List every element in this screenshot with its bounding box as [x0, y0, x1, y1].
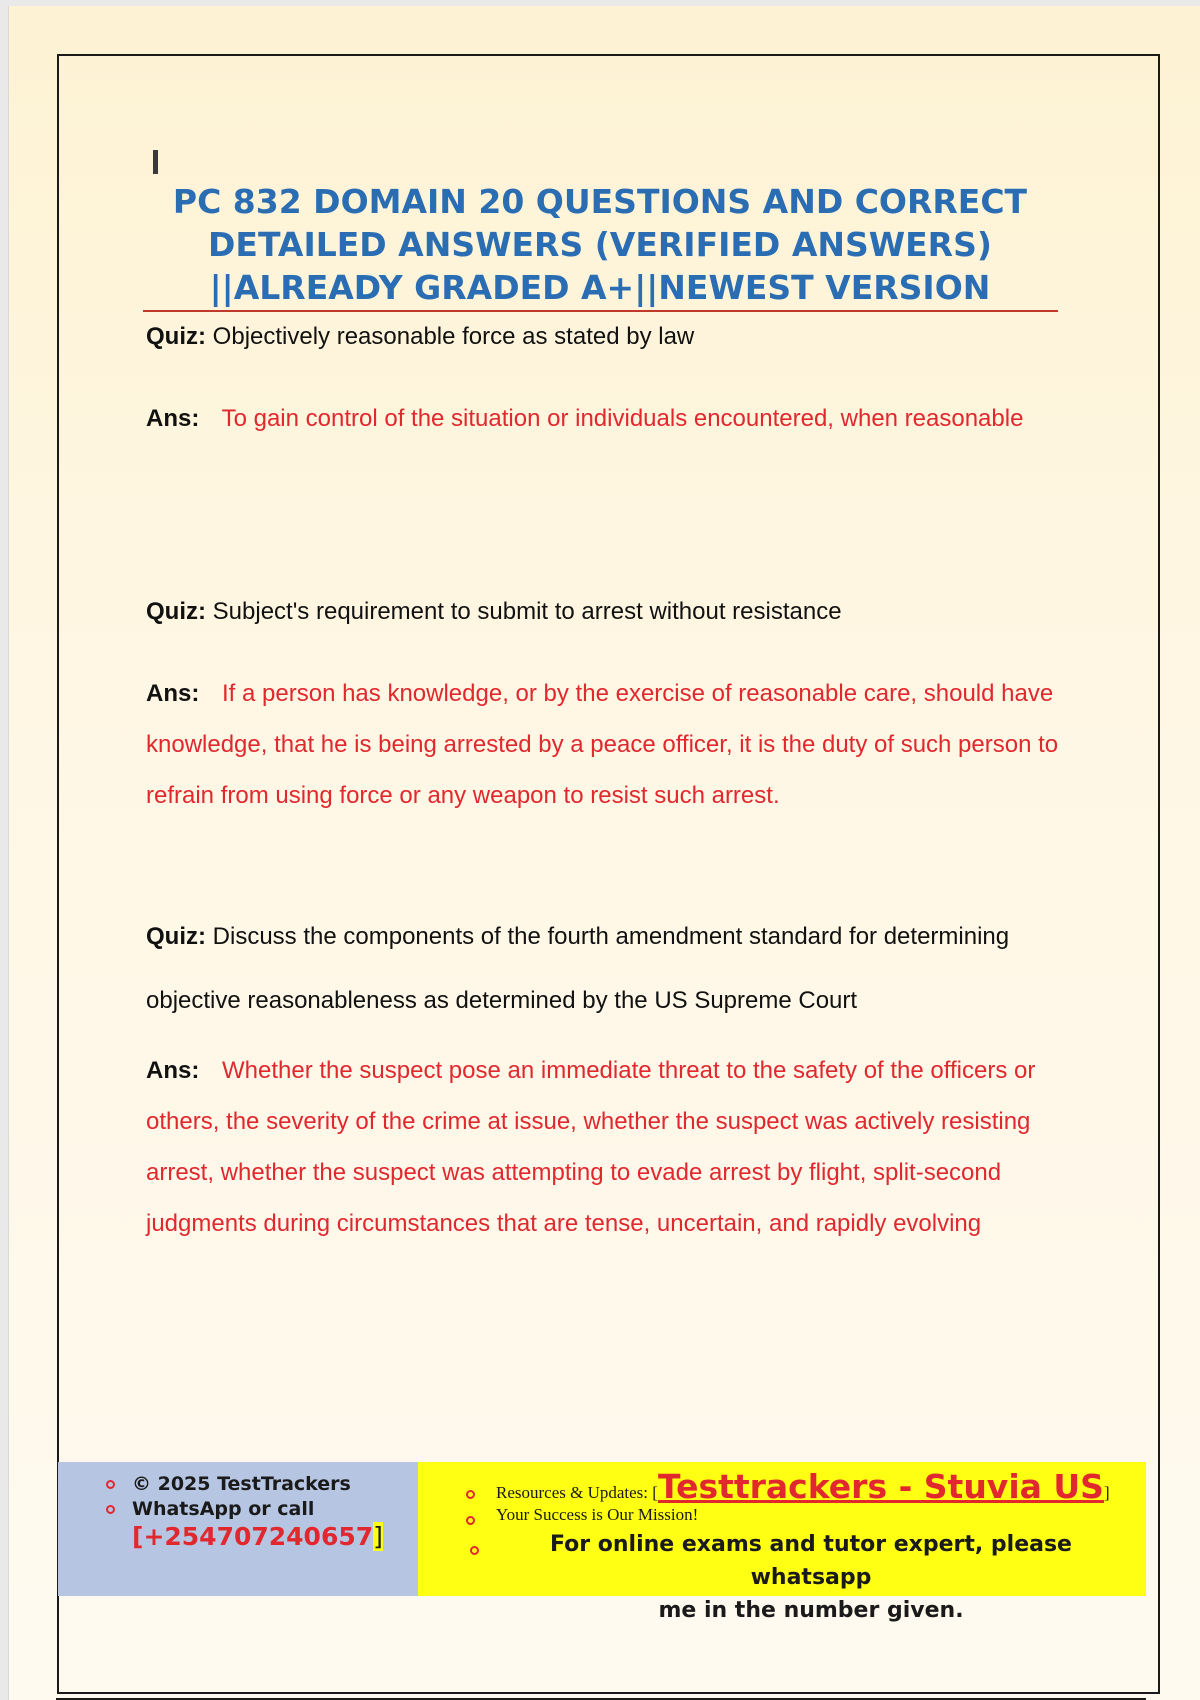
question-2	[146, 580, 1061, 644]
footer-resources	[418, 1462, 1146, 1623]
ans-label: Ans:	[146, 680, 200, 707]
phone-close-bracket: ]	[373, 1522, 383, 1551]
online-line-2: me in the number given.	[658, 1598, 964, 1623]
answer-text: Whether the suspect pose an immediate threat to the safety of the officers or others, the severity of the crime at issue, whether the suspect was actively resisting arrest, whether the suspect was attempting to evade arrest by flight, split-second judgments during circumstances that are tense, uncertain, and rapidly evolving	[146, 1057, 1036, 1237]
answer-text: To gain control of the situation or individuals encountered, when reasonable	[221, 405, 1024, 432]
title-line-1: PC 832 DOMAIN 20 QUESTIONS AND CORRECT	[172, 182, 1028, 221]
ans-label: Ans:	[146, 1057, 200, 1084]
phone-open-bracket: [	[132, 1522, 144, 1551]
online-line-1: For online exams and tutor expert, please whatsapp	[550, 1532, 1072, 1590]
question-text: Discuss the components of the fourth amendment standard for determining objective reasonableness as determined by the US Supreme Court	[146, 923, 1010, 1014]
mission-text: Your Success is Our Mission!	[496, 1505, 699, 1524]
resources-line	[466, 1468, 1126, 1504]
question-3	[146, 905, 1061, 1033]
footer-banner	[58, 1462, 1146, 1623]
title-line-2: DETAILED ANSWERS (VERIFIED ANSWERS)	[208, 225, 992, 264]
phone-text: +254707240657	[143, 1522, 374, 1551]
quiz-label: Quiz:	[146, 598, 206, 625]
footer-contact	[58, 1462, 418, 1596]
quiz-label: Quiz:	[146, 323, 206, 350]
title-line-3: ||ALREADY GRADED A+||NEWEST VERSION	[209, 268, 991, 307]
phone-number[interactable]	[108, 1522, 418, 1551]
resources-link[interactable]: Testtrackers - Stuvia US	[657, 1467, 1104, 1506]
answer-3	[146, 1045, 1061, 1249]
document-title	[145, 180, 1055, 309]
qa-item-1	[146, 305, 1061, 444]
quiz-label: Quiz:	[146, 923, 206, 950]
answer-text: If a person has knowledge, or by the exercise of reasonable care, should have knowledge, that he is being arrested by a peace officer, it is the duty of such person to refrain from using force or any weapon to resist such arrest.	[146, 680, 1059, 809]
qa-item-3	[146, 905, 1061, 1249]
qa-item-2	[146, 580, 1061, 821]
ans-label: Ans:	[146, 405, 200, 432]
text-cursor	[153, 150, 158, 174]
copyright-text: © 2025 TestTrackers	[132, 1473, 351, 1495]
whatsapp-label: WhatsApp or call	[132, 1498, 315, 1520]
question-text: Subject's requirement to submit to arrest without resistance	[212, 598, 842, 625]
answer-2	[146, 668, 1061, 821]
resources-close: ]	[1103, 1483, 1110, 1502]
question-1	[146, 305, 1061, 369]
question-text: Objectively reasonable force as stated by law	[212, 323, 695, 350]
answer-1	[146, 393, 1061, 444]
resources-label: Resources & Updates: [	[496, 1483, 658, 1502]
